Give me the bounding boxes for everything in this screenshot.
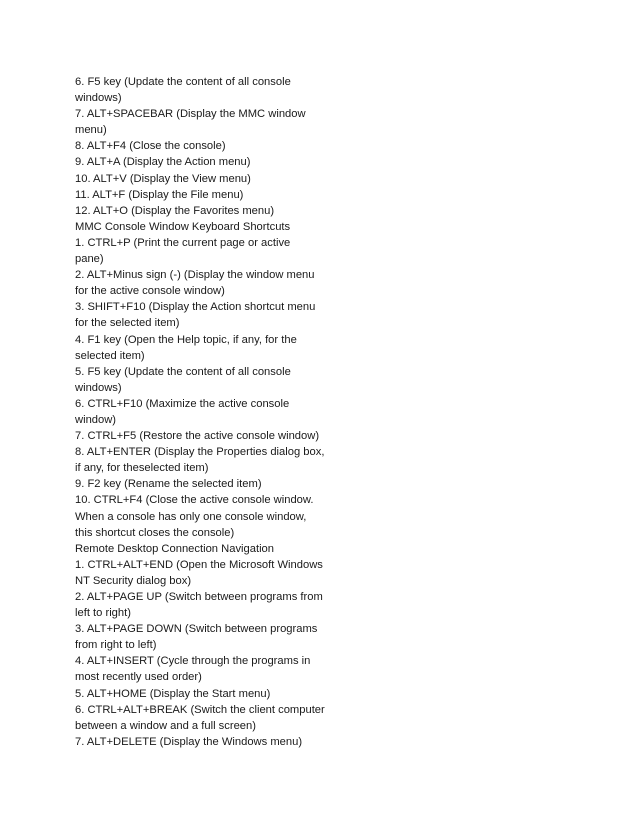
text-line: for the active console window): [75, 285, 225, 298]
text-line: 1. CTRL+ALT+END (Open the Microsoft Windows: [75, 558, 323, 571]
text-line: selected item): [75, 349, 145, 362]
text-line: 9. F2 key (Rename the selected item): [75, 478, 262, 491]
text-line: 1. CTRL+P (Print the current page or active: [75, 236, 291, 249]
text-line: 7. ALT+SPACEBAR (Display the MMC window: [75, 108, 306, 121]
text-line: 10. ALT+V (Display the View menu): [75, 172, 251, 185]
text-line: this shortcut closes the console): [75, 526, 235, 539]
text-line: windows): [75, 92, 122, 105]
text-line: from right to left): [75, 639, 157, 652]
text-line: for the selected item): [75, 317, 180, 330]
text-line: between a window and a full screen): [75, 719, 256, 732]
text-line: 7. CTRL+F5 (Restore the active console window): [75, 430, 320, 443]
text-line: 2. ALT+PAGE UP (Switch between programs from: [75, 591, 323, 603]
text-line: 4. ALT+INSERT (Cycle through the programs in: [75, 655, 311, 668]
text-line: 3. SHIFT+F10 (Display the Action shortcut menu: [75, 301, 316, 314]
text-line: 2. ALT+Minus sign (-) (Display the window menu: [75, 269, 315, 282]
text-line: window): [75, 413, 117, 426]
document-body: [75, 74, 325, 750]
text-line: 11. ALT+F (Display the File menu): [75, 188, 244, 201]
section-heading: Remote Desktop Connection Navigation: [75, 542, 274, 555]
text-line: 4. F1 key (Open the Help topic, if any, for the: [75, 333, 297, 346]
text-line: 6. CTRL+ALT+BREAK (Switch the client computer: [75, 703, 325, 716]
text-line: menu): [75, 124, 107, 137]
text-line: if any, for theselected item): [75, 462, 209, 475]
text-line: windows): [75, 381, 122, 394]
text-line: 6. CTRL+F10 (Maximize the active console: [75, 397, 290, 410]
text-line: left to right): [75, 607, 131, 620]
text-line: 6. F5 key (Update the content of all console: [75, 76, 291, 88]
text-line: 8. ALT+ENTER (Display the Properties dialog box,: [75, 446, 325, 459]
section-heading: MMC Console Window Keyboard Shortcuts: [75, 220, 291, 233]
text-line: When a console has only one console window,: [75, 510, 307, 523]
text-line: 5. ALT+HOME (Display the Start menu): [75, 687, 271, 700]
text-line: pane): [75, 253, 104, 266]
text-line: 5. F5 key (Update the content of all console: [75, 365, 291, 378]
text-line: 9. ALT+A (Display the Action menu): [75, 156, 251, 169]
text-line: 3. ALT+PAGE DOWN (Switch between programs: [75, 623, 318, 636]
text-line: 8. ALT+F4 (Close the console): [75, 140, 226, 153]
text-line: 7. ALT+DELETE (Display the Windows menu): [75, 735, 303, 748]
text-line: 10. CTRL+F4 (Close the active console window.: [75, 494, 314, 507]
text-line: NT Security dialog box): [75, 574, 192, 587]
text-line: 12. ALT+O (Display the Favorites menu): [75, 204, 275, 217]
text-line: most recently used order): [75, 671, 202, 684]
